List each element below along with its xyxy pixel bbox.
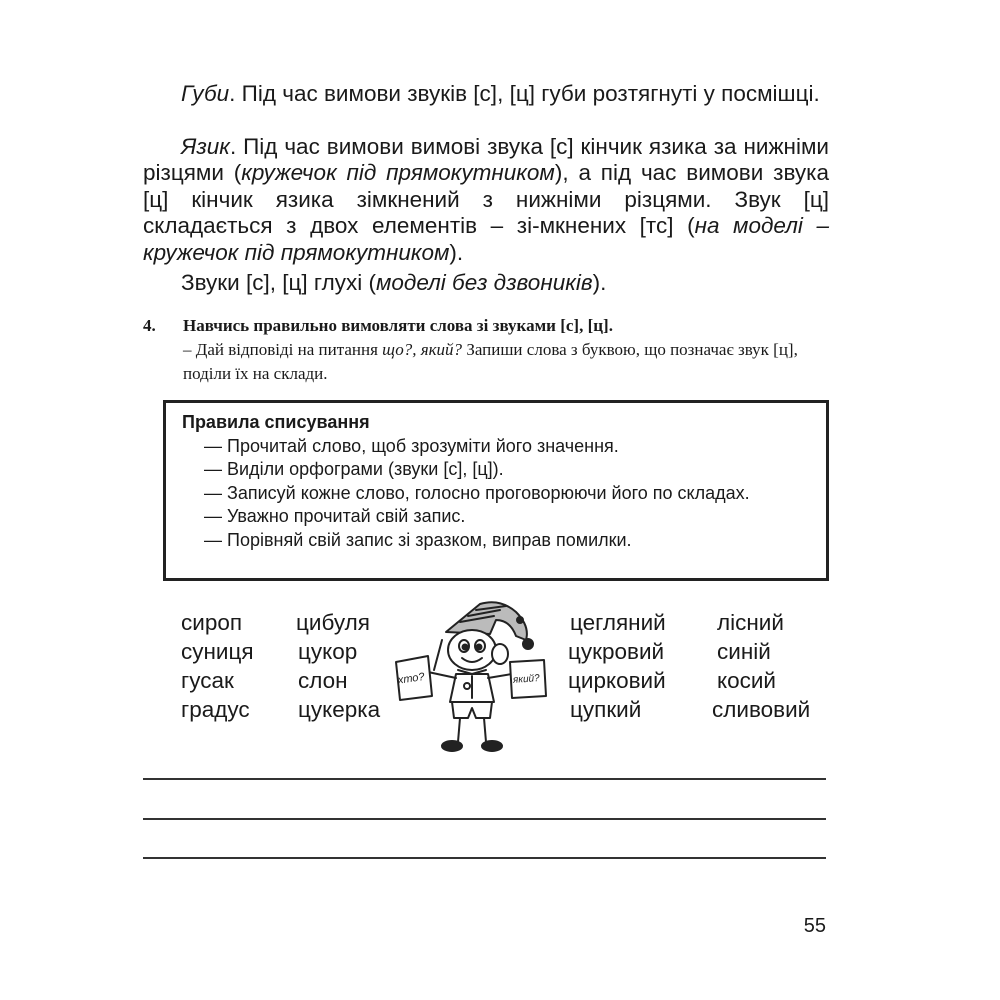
word-adjective: лісний xyxy=(717,610,784,635)
word-noun: сироп xyxy=(181,610,243,635)
exercise-task xyxy=(183,338,833,386)
word-noun: гусак xyxy=(181,668,234,693)
tongue-text-3: ). xyxy=(449,239,464,265)
rules-box xyxy=(163,400,829,581)
left-card-label: хто? xyxy=(397,671,426,687)
rule-item: — Уважно прочитай свій запис. xyxy=(204,506,466,526)
page-number: 55 xyxy=(803,915,826,937)
rule-item: — Виділи орфограми (звуки [с], [ц]). xyxy=(204,459,504,479)
exercise-number: 4. xyxy=(143,316,156,335)
word-noun: слон xyxy=(298,668,348,693)
rule-item: — Прочитай слово, щоб зрозуміти його значення. xyxy=(204,435,619,456)
word-noun: суниця xyxy=(181,639,254,664)
word-adjective: цегляний xyxy=(570,610,666,635)
cartoon-child-illustration xyxy=(388,590,568,762)
rule-item: — Порівняй свій запис зі зразком, виправ помилки. xyxy=(204,529,632,550)
voiceless-model: моделі без дзвоників xyxy=(375,270,593,295)
exercise-title: Навчись правильно вимовляти слова зі звуками [с], [ц]. xyxy=(183,316,613,335)
lips-label: Губи xyxy=(181,81,230,106)
writing-line xyxy=(143,778,826,780)
voiceless-text-1: Звуки [с], [ц] глухі ( xyxy=(181,270,376,295)
tongue-model-2: на моделі – кружечок під прямокутником xyxy=(143,213,829,265)
word-adjective: синій xyxy=(717,639,771,664)
rules-list-end xyxy=(182,505,816,552)
tongue-text-1: . Під час вимови вимові звука [с] кінчик язика за нижніми різцями ( xyxy=(143,134,829,186)
writing-line xyxy=(143,857,826,859)
word-noun: цукор xyxy=(298,639,358,664)
lips-paragraph xyxy=(143,81,829,107)
word-adjective: цупкий xyxy=(570,697,642,722)
rule-item: — Записуй кожне слово, голосно проговорюючи його по складах. xyxy=(204,482,750,503)
task-prefix: – Дай відповіді на питання xyxy=(183,340,383,359)
word-noun: градус xyxy=(181,697,250,722)
task-suffix: Запиши слова з буквою, що позначає звук [ц], поділи їх на склади. xyxy=(183,340,798,383)
tongue-label: Язик xyxy=(181,134,230,159)
tongue-text-2: ), а під час вимови звука [ц] кінчик язика зімкнений з нижніми різцями. Звук [ц] складається з двох елементів – зі-мкнених [тс] ( xyxy=(143,160,830,239)
writing-line xyxy=(143,818,826,820)
word-adjective: сливовий xyxy=(712,697,811,722)
voiceless-text-2: ). xyxy=(592,270,607,295)
task-questions: що?, який? xyxy=(382,340,463,359)
right-card-label: який? xyxy=(512,673,541,686)
word-adjective: косий xyxy=(717,668,776,693)
tongue-paragraph xyxy=(143,134,829,266)
rules-title: Правила списування xyxy=(182,412,370,432)
rules-list xyxy=(182,435,816,482)
word-adjective: цукровий xyxy=(568,639,665,664)
word-adjective: цирковий xyxy=(568,668,666,693)
voiceless-paragraph xyxy=(143,270,829,296)
lips-text: . Під час вимови звуків [с], [ц] губи розтягнуті у посмішці. xyxy=(229,81,820,106)
word-noun: цибуля xyxy=(296,610,370,635)
word-noun: цукерка xyxy=(298,697,381,722)
tongue-model-1: кружечок під прямокутником xyxy=(241,160,555,186)
